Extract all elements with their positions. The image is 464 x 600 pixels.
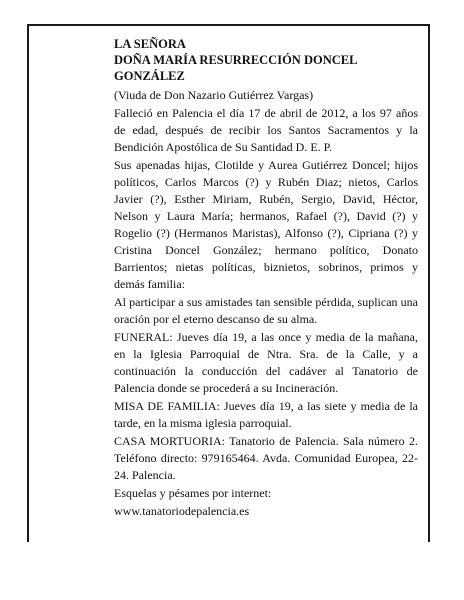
- obituary-notice: [114, 36, 418, 521]
- widow-line: (Viuda de Don Nazario Gutiérrez Vargas): [114, 88, 314, 102]
- deceased-name: DOÑA MARÍA RESURRECCIÓN DONCEL GONZÁLEZ: [114, 53, 357, 83]
- notice-heading: LA SEÑORA: [114, 37, 186, 51]
- condolences-line: Esquelas y pésames por internet:: [114, 486, 272, 500]
- website-link[interactable]: www.tanatoriodepalencia.es: [114, 504, 250, 518]
- funeral-home-paragraph: CASA MORTUORIA: Tanatorio de Palencia. Sala número 2. Teléfono directo: 979165464. Avda. Comunidad Europea, 22-24. Palencia.: [114, 434, 418, 482]
- mass-paragraph: MISA DE FAMILIA: Jueves día 19, a las siete y media de la tarde, en la misma iglesia parroquial.: [114, 399, 418, 430]
- funeral-paragraph: FUNERAL: Jueves día 19, a las once y media de la mañana, en la Iglesia Parroquial de Ntra. Sra. de la Calle, y a continuación la conducción del cadáver al Tanatorio de Palencia donde se procederá a su Incineración.: [114, 330, 418, 395]
- prayer-paragraph: Al participar a sus amistades tan sensible pérdida, suplican una oración por el eterno descanso de su alma.: [114, 295, 418, 326]
- family-paragraph: Sus apenadas hijas, Clotilde y Aurea Gutiérrez Doncel; hijos políticos, Carlos Marcos (?) y Rubén Diaz; nietos, Carlos Javier (?), Esther Miriam, Rubén, Sergio, David, Héctor, Nelson y Laura María; hermanos, Rafael (?), David (?) y Rogelio (?) (Hermanos Maristas), Alfonso (?), Cipriana (?) y Cristina Doncel González; hermano político, Donato Barrientos; nietas políticas, biznietos, sobrinos, primos y demás familia:: [114, 158, 418, 291]
- death-paragraph: Falleció en Palencia el día 17 de abril de 2012, a los 97 años de edad, después de recibir los Santos Sacramentos y la Bendición Apostólica de Su Santidad D. E. P.: [114, 106, 418, 154]
